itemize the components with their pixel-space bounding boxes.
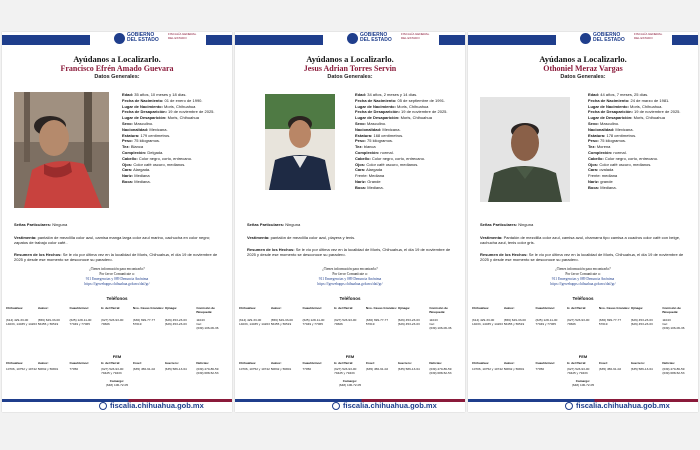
resumen-hechos: Resumen de los Hechos: Se le vio por última vez en la localidad de Moris, Chihuahua, el día 19 de noviembre de 2025 y desde ese momento se desconoce su paradero. xyxy=(247,247,451,258)
detail-ojos: Ojos: Color café oscuro, medianos. xyxy=(355,161,419,167)
detail-cabello: Cabello: Color negro, corto, entrecano. xyxy=(588,155,659,161)
contact-block: ¿Tienes información para encontrarlo? Por favor Comunícate a: 911 Emergencias y 089 Denuncia Anónima https://fgewebapps.chihuahua.gob.mx/daf/gr/ xyxy=(235,267,465,287)
help-title: Ayúdanos a Localizarlo. xyxy=(73,54,161,64)
detail-complexion: Complexión: normal. xyxy=(355,149,394,155)
detail-sexo: Sexo: Masculino. xyxy=(122,120,154,126)
government-logo: GOBIERNO DEL ESTADO xyxy=(360,32,392,43)
camargo-phone: Camargo: (648) 106-72-05 xyxy=(571,379,595,387)
detail-frente: Frente: Mediana xyxy=(355,173,385,179)
senas-particulares: Señas Particulares: Ninguna xyxy=(247,222,301,227)
phones-title: Teléfonos xyxy=(572,296,594,301)
detail-ojos: Ojos: Color café oscuro, medianos. xyxy=(122,161,186,167)
phones-title: Teléfonos xyxy=(106,296,128,301)
detail-nacimiento: Fecha de Nacimiento: 24 de marzo de 1981. xyxy=(588,97,670,103)
person-photo xyxy=(480,97,570,202)
detail-nariz: Nariz: Mediana xyxy=(122,173,150,179)
vestimenta: Vestimenta: pantalón de mezclilla color azul, playera y tenis. xyxy=(247,235,356,240)
camargo-phone: Camargo: (648) 106-72-05 xyxy=(105,379,129,387)
person-details xyxy=(355,92,461,191)
detail-nacimiento: Fecha de Nacimiento: 05 de septiembre de 1991. xyxy=(355,97,446,103)
missing-person-poster-2 xyxy=(235,32,465,412)
agency-logo: FISCALÍA GENERAL DEL ESTADO xyxy=(168,32,197,40)
detail-cabello: Cabello: Color negro, corto, entrecano. xyxy=(122,155,193,161)
detail-lugar-desaparicion: Lugar de Desaparición: Moris, Chihuahua xyxy=(355,115,432,121)
poster-footer xyxy=(235,399,465,412)
agency-logo: FISCALÍA GENERAL DEL ESTADO xyxy=(634,32,663,40)
detail-complexion: Complexión: normal. xyxy=(588,149,627,155)
header-stripe xyxy=(468,35,556,45)
fem-header-row: Chihuahua: Juárez: Cuauhtémoc: H. del Parral: Creel: Guerrero: Delicias: xyxy=(6,361,210,365)
poster-header xyxy=(2,32,232,49)
detail-nariz: Nariz: grande xyxy=(588,178,613,184)
footer-url[interactable]: fiscalia.chihuahua.gob.mx xyxy=(576,401,670,410)
globe-icon xyxy=(332,402,340,410)
senas-particulares: Señas Particulares: Ninguna xyxy=(480,222,534,227)
phones-title: Teléfonos xyxy=(339,296,361,301)
contact-block: ¿Tienes información para encontrarlo? Por favor Comunícate a: 911 Emergencias y 089 Denuncia Anónima https://fgewebapps.chihuahua.gob.mx/daf/gr/ xyxy=(2,267,232,287)
poster-footer xyxy=(2,399,232,412)
phones-header-row: Chihuahua: Juárez: Cuauhtémoc: H. del Parral: Nvo. Casas Grandes: Ojinaga: Comisión de Búsqueda: xyxy=(472,306,681,314)
detail-cara: Cara: ovalada xyxy=(588,167,614,173)
contact-link[interactable]: https://fgewebapps.chihuahua.gob.mx/daf/gr/ xyxy=(550,282,616,286)
fem-title: FEM xyxy=(345,354,355,359)
detail-desaparicion: Fecha de Desaparición: 19 de noviembre de 2025. xyxy=(355,109,448,115)
general-data-label: Datos Generales: xyxy=(94,74,140,80)
header-stripe-right xyxy=(206,35,232,45)
detail-nacionalidad: Nacionalidad: Mexicana. xyxy=(122,126,168,132)
detail-nariz: Nariz: Grande xyxy=(355,178,381,184)
detail-estatura: Estatura: 179 centímetros. xyxy=(122,132,171,138)
vestimenta: Vestimenta: pantalón de mezclilla color azul, camisa manga larga color azul marino, cachucha en color negro; zapatos de trabajo color café.. xyxy=(14,235,211,246)
detail-desaparicion: Fecha de Desaparición: 19 de noviembre de 2025. xyxy=(588,109,681,115)
detail-lugar-nacimiento: Lugar de Nacimiento: Moris, Chihuahua xyxy=(355,103,429,109)
resumen-hechos: Resumen de los Hechos: Se le vio por última vez en la localidad de Moris, Chihuahua, el día 19 de noviembre de 2025 y desde ese momento se desconoce su paradero. xyxy=(480,252,684,263)
phones-header-row: Chihuahua: Juárez: Cuauhtémoc: H. del Parral: Nvo. Casas Grandes: Ojinaga: Comisión de Búsqueda: xyxy=(6,306,215,314)
person-details xyxy=(122,92,228,185)
fem-header-row: Chihuahua: Juárez: Cuauhtémoc: H. del Parral: Creel: Guerrero: Delicias: xyxy=(472,361,676,365)
detail-tez: Tez: blanca xyxy=(355,144,376,150)
detail-estatura: Estatura: 178 centímetros. xyxy=(588,132,637,138)
detail-edad: Edad: 44 años, 7 meses, 25 días. xyxy=(588,92,649,97)
detail-cabello: Cabello: Color negro, corto, entrecano. xyxy=(355,155,426,161)
detail-edad: Edad: 34 años, 2 meses y 14 días. xyxy=(355,92,418,97)
detail-boca: Boca: Mediana. xyxy=(122,178,151,184)
contact-link[interactable]: https://fgewebapps.chihuahua.gob.mx/daf/gr/ xyxy=(84,282,150,286)
person-name: Othoniel Meraz Vargas xyxy=(543,64,623,73)
person-photo xyxy=(14,92,109,208)
footer-url[interactable]: fiscalia.chihuahua.gob.mx xyxy=(110,401,204,410)
fem-header-row: Chihuahua: Juárez: Cuauhtémoc: H. del Parral: Creel: Guerrero: Delicias: xyxy=(239,361,443,365)
agency-logo: FISCALÍA GENERAL DEL ESTADO xyxy=(401,32,430,40)
globe-icon xyxy=(99,402,107,410)
header-stripe-right xyxy=(672,35,698,45)
person-name: Jesus Adrian Torres Servin xyxy=(303,64,397,73)
detail-estatura: Estatura: 168 centímetros. xyxy=(355,132,404,138)
poster-header xyxy=(235,32,465,49)
missing-person-poster-1 xyxy=(2,32,232,412)
detail-boca: Boca: Mediana. xyxy=(355,184,384,190)
person-details xyxy=(588,92,694,191)
help-title: Ayúdanos a Localizarlo. xyxy=(539,54,627,64)
detail-peso: Peso: 75 kilogramos. xyxy=(355,138,394,144)
government-logo: GOBIERNO DEL ESTADO xyxy=(593,32,625,43)
header-stripe-right xyxy=(439,35,465,45)
help-title: Ayúdanos a Localizarlo. xyxy=(306,54,394,64)
fem-title: FEM xyxy=(578,354,588,359)
detail-frente: Frente: mediana xyxy=(588,173,618,179)
state-seal-icon xyxy=(580,33,591,44)
person-name: Francisco Efrén Amado Guevara xyxy=(60,64,174,73)
poster-footer xyxy=(468,399,698,412)
detail-tez: Tez: Blanca xyxy=(122,144,144,150)
detail-nacionalidad: Nacionalidad: Mexicana. xyxy=(355,126,401,132)
detail-peso: Peso: 75 kilogramos. xyxy=(588,138,627,144)
detail-tez: Tez: Morena xyxy=(588,144,611,150)
footer-url[interactable]: fiscalia.chihuahua.gob.mx xyxy=(343,401,437,410)
general-data-label: Datos Generales: xyxy=(327,74,373,80)
vestimenta: Vestimenta: Pantalón de mezclilla color azul, camisa azul, chamarra tipo camisa a cuadros color café con beige, cachucha azul, tenis color gris. xyxy=(480,235,681,246)
senas-particulares: Señas Particulares: Ninguna xyxy=(14,222,68,227)
state-seal-icon xyxy=(347,33,358,44)
detail-lugar-nacimiento: Lugar de Nacimiento: Moris, Chihuahua. xyxy=(588,103,663,109)
government-logo: GOBIERNO DEL ESTADO xyxy=(127,32,159,43)
detail-boca: Boca: Mediana. xyxy=(588,184,617,190)
detail-nacionalidad: Nacionalidad: Mexicana. xyxy=(588,126,634,132)
detail-lugar-desaparicion: Lugar de Desaparición: Moris, Chihuahua xyxy=(588,115,665,121)
missing-person-poster-3 xyxy=(468,32,698,412)
fem-value-row: 10706, 10752 y 10742 50832 y 56801 77050 (627) 523-93-00 79425 y 79433 (635) 456-91-02 (635) 586-13-64 (639) 470-86-59 (639) 688-52-53 xyxy=(472,367,685,375)
detail-sexo: Sexo: Masculino. xyxy=(355,120,387,126)
general-data-label: Datos Generales: xyxy=(560,74,606,80)
detail-nacimiento: Fecha de Nacimiento: 01 de enero de 1990. xyxy=(122,97,203,103)
contact-link[interactable]: https://fgewebapps.chihuahua.gob.mx/daf/gr/ xyxy=(317,282,383,286)
contact-block: ¿Tienes información para encontrarlo? Por favor Comunícate a: 911 Emergencias y 089 Denuncia Anónima https://fgewebapps.chihuahua.gob.mx/daf/gr/ xyxy=(468,267,698,287)
header-stripe xyxy=(2,35,90,45)
poster-header xyxy=(468,32,698,49)
phones-value-row: (614) 429-33-00 14033, 14035 y 14263 (656) 629-33-00 56455 y 56519 (625) 128-11-00 77049 y 77065 (627) 523-93-00 79606 (636) 699-77-77 57019 (626) 453-23-03 (626) 453-23-03 11043 Cel: (639) 106-06-36 xyxy=(6,318,219,330)
fem-title: FEM xyxy=(112,354,122,359)
resumen-hechos: Resumen de los Hechos: Se le vio por última vez en la localidad de Moris, Chihuahua, el día 19 de noviembre de 2025 y desde ese momento se desconoce su paradero. xyxy=(14,252,218,263)
person-photo xyxy=(265,94,335,190)
detail-edad: Edad: 35 años, 10 meses y 18 días. xyxy=(122,92,187,97)
detail-cara: Cara: Alargada xyxy=(355,167,383,173)
detail-ojos: Ojos: Color café oscuro, medianos. xyxy=(588,161,652,167)
phones-header-row: Chihuahua: Juárez: Cuauhtémoc: H. del Parral: Nvo. Casas Grandes: Ojinaga: Comisión de Búsqueda: xyxy=(239,306,448,314)
detail-lugar-nacimiento: Lugar de Nacimiento: Moris, Chihuahua xyxy=(122,103,196,109)
detail-peso: Peso: 75 kilogramos. xyxy=(122,138,161,144)
detail-desaparicion: Fecha de Desaparición: 19 de noviembre de 2025. xyxy=(122,109,215,115)
fem-value-row: 10706, 10752 y 10742 50832 y 56801 77050 (627) 523-93-00 79425 y 79433 (635) 456-91-02 (635) 586-13-64 (639) 470-86-59 (639) 688-52-53 xyxy=(239,367,452,375)
state-seal-icon xyxy=(114,33,125,44)
fem-value-row: 10706, 10752 y 10742 50832 y 56801 77050 (627) 523-93-00 79425 y 79433 (635) 456-91-02 (635) 586-13-64 (639) 470-86-59 (639) 688-52-53 xyxy=(6,367,219,375)
detail-lugar-desaparicion: Lugar de Desaparición: Moris, Chihuahua xyxy=(122,115,199,121)
header-stripe xyxy=(235,35,323,45)
phones-value-row: (614) 429-33-00 14033, 14035 y 14263 (656) 629-33-00 56455 y 56519 (625) 128-11-00 77049 y 77065 (627) 523-93-00 79606 (636) 699-77-77 57019 (626) 453-23-03 (626) 453-23-03 11043 Cel: (639) 106-06-36 xyxy=(472,318,685,330)
detail-complexion: Complexión: Delgada. xyxy=(122,149,164,155)
detail-sexo: Sexo: Masculino. xyxy=(588,120,620,126)
detail-cara: Cara: Alargada. xyxy=(122,167,151,173)
globe-icon xyxy=(565,402,573,410)
camargo-phone: Camargo: (648) 106-72-05 xyxy=(338,379,362,387)
phones-value-row: (614) 429-33-00 14033, 14035 y 14263 (656) 629-33-00 56455 y 56519 (625) 128-11-00 77049 y 77065 (627) 523-93-00 79606 (636) 699-77-77 57019 (626) 453-23-03 (626) 453-23-03 11043 Cel: (639) 106-06-36 xyxy=(239,318,452,330)
